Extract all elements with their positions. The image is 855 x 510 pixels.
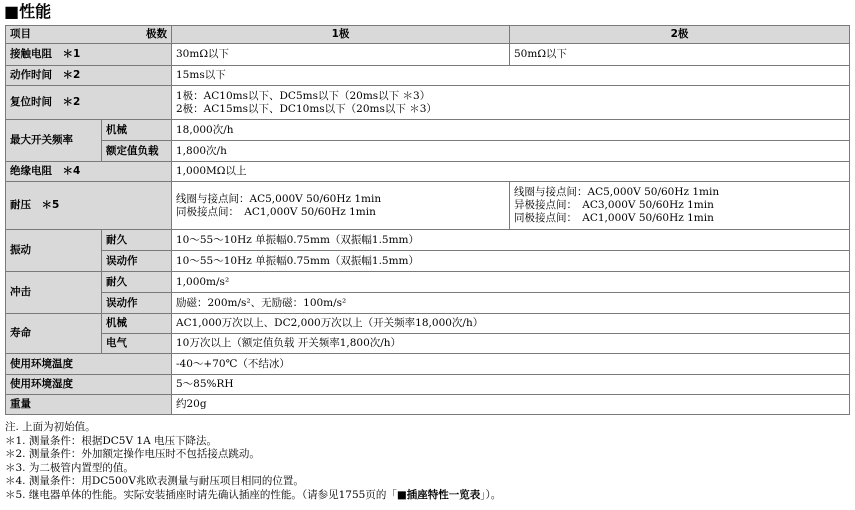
dielectric-1pole: [172, 182, 510, 230]
insulation-value: 1,000MΩ以上: [172, 162, 850, 182]
dielectric-label: 耐压 ＊5: [6, 182, 172, 230]
section-title: ■性能: [4, 2, 52, 21]
table-row: [6, 66, 850, 86]
vibration-malfunction-value: 10～55～10Hz 单振幅0.75mm（双振幅1.5mm）: [172, 251, 850, 272]
header-2pole: 2极: [510, 26, 850, 44]
insulation-label: 绝缘电阻 ＊4: [6, 162, 172, 182]
table-row: [6, 44, 850, 66]
table-row: [6, 230, 850, 251]
shock-endurance-value: 1,000m/s²: [172, 272, 850, 293]
table-row: [6, 395, 850, 415]
ambient-temp-value: -40～+70℃（不结冰）: [172, 354, 850, 375]
header-1pole: 1极: [172, 26, 510, 44]
vibration-sub-malfunction: 误动作: [102, 251, 172, 272]
life-electrical-value: 10万次以上（额定值负载 开关频率1,800次/h）: [172, 334, 850, 354]
dielectric-2pole-line-1: 线圈与接点间：AC5,000V 50/60Hz 1min: [514, 186, 720, 198]
life-mechanical-value: AC1,000万次以上、DC2,000万次以上（开关频率18,000次/h）: [172, 314, 850, 334]
contact-resistance-2pole: 50mΩ以下: [510, 44, 850, 66]
table-row: [6, 86, 850, 120]
shock-sub-malfunction: 误动作: [102, 293, 172, 314]
table-row: [6, 182, 850, 230]
footnote-1: ＊1. 测量条件：根据DC5V 1A 电压下降法。: [5, 434, 218, 447]
table-row: [6, 314, 850, 334]
table-row: [6, 272, 850, 293]
ambient-temp-label: 使用环境温度: [6, 354, 172, 375]
reset-time-line-1: 1极：AC10ms以下、DC5ms以下（20ms以下 ＊3）: [176, 89, 431, 102]
dielectric-2pole: [510, 182, 850, 230]
life-sub-mechanical: 机械: [102, 314, 172, 334]
header-item: 项目: [10, 28, 31, 40]
performance-table: [5, 25, 850, 415]
footnote-5: [5, 489, 501, 503]
contact-resistance-label: 接触电阻 ＊1: [6, 44, 172, 66]
shock-malfunction-value: 励磁：200m/s²、无励磁：100m/s²: [172, 293, 850, 314]
footnote-5-text: ＊5. 继电器单体的性能。实际安装插座时请先确认插座的性能。（请参见1755页的「: [5, 488, 397, 501]
dielectric-2pole-line-3: 同极接点间： AC1,000V 50/60Hz 1min: [514, 212, 714, 224]
operate-time-label: 动作时间 ＊2: [6, 66, 172, 86]
table-row: [6, 120, 850, 141]
footnote-intro: 注. 上面为初始值。: [5, 421, 96, 433]
socket-characteristics-link[interactable]: ■插座特性一览表: [396, 488, 481, 501]
max-freq-label: 最大开关频率: [6, 120, 102, 162]
table-header-row: [6, 26, 850, 44]
max-freq-rated-load-value: 1,800次/h: [172, 141, 850, 162]
shock-label: 冲击: [6, 272, 102, 314]
max-freq-sub-rated-load: 额定值负载: [102, 141, 172, 162]
header-poles: 极数: [146, 28, 167, 40]
life-sub-electrical: 电气: [102, 334, 172, 354]
reset-time-label: 复位时间 ＊2: [6, 86, 172, 120]
footnote-4: ＊4. 测量条件：用DC500V兆欧表测量与耐压项目相同的位置。: [5, 475, 304, 488]
weight-value: 约20g: [172, 395, 850, 415]
table-row: [6, 162, 850, 182]
table-row: [6, 375, 850, 395]
table-row: [6, 334, 850, 354]
ambient-humidity-value: 5～85%RH: [172, 375, 850, 395]
table-row: [6, 354, 850, 375]
max-freq-sub-mechanical: 机械: [102, 120, 172, 141]
dielectric-1pole-line-1: 线圈与接点间：AC5,000V 50/60Hz 1min: [176, 192, 382, 205]
reset-time-value: [172, 86, 850, 120]
shock-sub-endurance: 耐久: [102, 272, 172, 293]
operate-time-value: 15ms以下: [172, 66, 850, 86]
ambient-humidity-label: 使用环境湿度: [6, 375, 172, 395]
max-freq-mechanical-value: 18,000次/h: [172, 120, 850, 141]
dielectric-2pole-line-2: 异极接点间： AC3,000V 50/60Hz 1min: [514, 199, 714, 211]
vibration-sub-endurance: 耐久: [102, 230, 172, 251]
table-row: [6, 251, 850, 272]
table-row: [6, 141, 850, 162]
table-row: [6, 293, 850, 314]
footnote-5-end: 」）。: [480, 488, 502, 501]
header-item-poles: [6, 26, 172, 44]
vibration-label: 振动: [6, 230, 102, 272]
footnote-3: ＊3. 为二极管内置型的值。: [5, 461, 134, 474]
vibration-endurance-value: 10～55～10Hz 单振幅0.75mm（双振幅1.5mm）: [172, 230, 850, 251]
reset-time-line-2: 2极：AC15ms以下、DC10ms以下（20ms以下 ＊3）: [176, 102, 437, 115]
contact-resistance-1pole: 30mΩ以下: [172, 44, 510, 66]
footnote-2: ＊2. 测量条件：外加额定操作电压时不包括接点跳动。: [5, 448, 260, 461]
footnotes: [5, 421, 501, 503]
life-label: 寿命: [6, 314, 102, 354]
dielectric-1pole-line-2: 同极接点间： AC1,000V 50/60Hz 1min: [176, 205, 376, 218]
weight-label: 重量: [6, 395, 172, 415]
